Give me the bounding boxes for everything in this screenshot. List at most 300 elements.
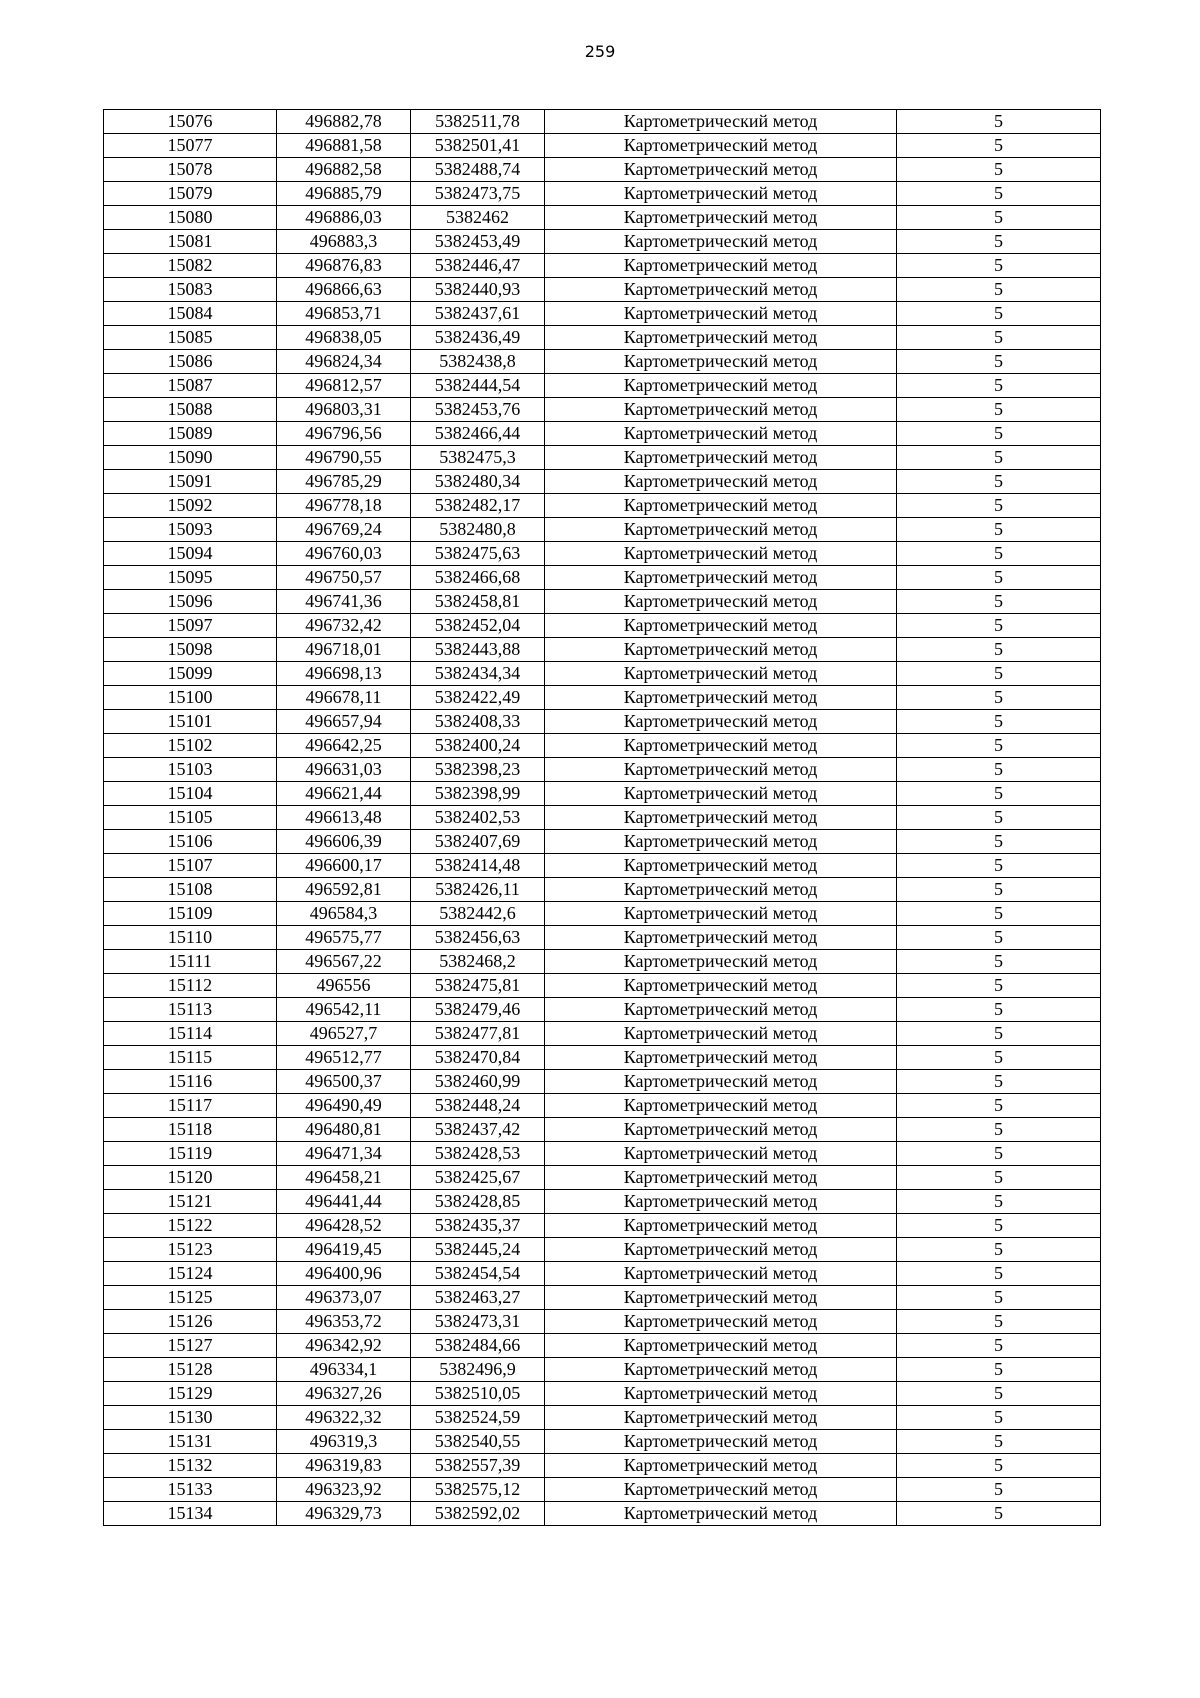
y-coordinate-cell: 5382428,85 <box>411 1190 545 1214</box>
method-cell: Картометрический метод <box>545 638 897 662</box>
precision-cell: 5 <box>897 1094 1101 1118</box>
point-number-cell: 15100 <box>104 686 277 710</box>
x-coordinate-cell: 496881,58 <box>277 134 411 158</box>
precision-cell: 5 <box>897 1142 1101 1166</box>
method-cell: Картометрический метод <box>545 1190 897 1214</box>
table-row <box>104 926 1101 950</box>
x-coordinate-cell: 496441,44 <box>277 1190 411 1214</box>
y-coordinate-cell: 5382452,04 <box>411 614 545 638</box>
method-cell: Картометрический метод <box>545 950 897 974</box>
precision-cell: 5 <box>897 1358 1101 1382</box>
y-coordinate-cell: 5382488,74 <box>411 158 545 182</box>
x-coordinate-cell: 496718,01 <box>277 638 411 662</box>
point-number-cell: 15078 <box>104 158 277 182</box>
table-row <box>104 1478 1101 1502</box>
y-coordinate-cell: 5382458,81 <box>411 590 545 614</box>
precision-cell: 5 <box>897 470 1101 494</box>
point-number-cell: 15076 <box>104 110 277 134</box>
x-coordinate-cell: 496657,94 <box>277 710 411 734</box>
point-number-cell: 15111 <box>104 950 277 974</box>
point-number-cell: 15121 <box>104 1190 277 1214</box>
table-row <box>104 782 1101 806</box>
precision-cell: 5 <box>897 926 1101 950</box>
table-row <box>104 830 1101 854</box>
table-row <box>104 662 1101 686</box>
point-number-cell: 15094 <box>104 542 277 566</box>
table-row <box>104 1286 1101 1310</box>
table-row <box>104 998 1101 1022</box>
method-cell: Картометрический метод <box>545 1334 897 1358</box>
x-coordinate-cell: 496353,72 <box>277 1310 411 1334</box>
method-cell: Картометрический метод <box>545 446 897 470</box>
precision-cell: 5 <box>897 1334 1101 1358</box>
point-number-cell: 15077 <box>104 134 277 158</box>
point-number-cell: 15125 <box>104 1286 277 1310</box>
precision-cell: 5 <box>897 1382 1101 1406</box>
table-row <box>104 1334 1101 1358</box>
x-coordinate-cell: 496790,55 <box>277 446 411 470</box>
point-number-cell: 15123 <box>104 1238 277 1262</box>
y-coordinate-cell: 5382437,61 <box>411 302 545 326</box>
precision-cell: 5 <box>897 974 1101 998</box>
method-cell: Картометрический метод <box>545 758 897 782</box>
x-coordinate-cell: 496400,96 <box>277 1262 411 1286</box>
y-coordinate-cell: 5382440,93 <box>411 278 545 302</box>
x-coordinate-cell: 496796,56 <box>277 422 411 446</box>
x-coordinate-cell: 496419,45 <box>277 1238 411 1262</box>
x-coordinate-cell: 496592,81 <box>277 878 411 902</box>
precision-cell: 5 <box>897 518 1101 542</box>
table-row <box>104 1214 1101 1238</box>
x-coordinate-cell: 496471,34 <box>277 1142 411 1166</box>
point-number-cell: 15102 <box>104 734 277 758</box>
y-coordinate-cell: 5382456,63 <box>411 926 545 950</box>
x-coordinate-cell: 496631,03 <box>277 758 411 782</box>
x-coordinate-cell: 496342,92 <box>277 1334 411 1358</box>
table-row <box>104 398 1101 422</box>
point-number-cell: 15081 <box>104 230 277 254</box>
precision-cell: 5 <box>897 998 1101 1022</box>
y-coordinate-cell: 5382426,11 <box>411 878 545 902</box>
precision-cell: 5 <box>897 1118 1101 1142</box>
x-coordinate-cell: 496527,7 <box>277 1022 411 1046</box>
method-cell: Картометрический метод <box>545 902 897 926</box>
table-row <box>104 446 1101 470</box>
y-coordinate-cell: 5382442,6 <box>411 902 545 926</box>
x-coordinate-cell: 496876,83 <box>277 254 411 278</box>
x-coordinate-cell: 496769,24 <box>277 518 411 542</box>
x-coordinate-cell: 496778,18 <box>277 494 411 518</box>
point-number-cell: 15115 <box>104 1046 277 1070</box>
point-number-cell: 15117 <box>104 1094 277 1118</box>
table-row <box>104 254 1101 278</box>
x-coordinate-cell: 496621,44 <box>277 782 411 806</box>
method-cell: Картометрический метод <box>545 710 897 734</box>
coordinates-table-body <box>104 110 1101 1526</box>
y-coordinate-cell: 5382425,67 <box>411 1166 545 1190</box>
method-cell: Картометрический метод <box>545 278 897 302</box>
method-cell: Картометрический метод <box>545 158 897 182</box>
y-coordinate-cell: 5382575,12 <box>411 1478 545 1502</box>
precision-cell: 5 <box>897 782 1101 806</box>
precision-cell: 5 <box>897 638 1101 662</box>
y-coordinate-cell: 5382460,99 <box>411 1070 545 1094</box>
y-coordinate-cell: 5382524,59 <box>411 1406 545 1430</box>
method-cell: Картометрический метод <box>545 926 897 950</box>
y-coordinate-cell: 5382484,66 <box>411 1334 545 1358</box>
method-cell: Картометрический метод <box>545 206 897 230</box>
precision-cell: 5 <box>897 1022 1101 1046</box>
precision-cell: 5 <box>897 398 1101 422</box>
precision-cell: 5 <box>897 1478 1101 1502</box>
method-cell: Картометрический метод <box>545 1214 897 1238</box>
method-cell: Картометрический метод <box>545 686 897 710</box>
method-cell: Картометрический метод <box>545 230 897 254</box>
precision-cell: 5 <box>897 758 1101 782</box>
coordinates-table <box>103 109 1101 1526</box>
point-number-cell: 15083 <box>104 278 277 302</box>
y-coordinate-cell: 5382454,54 <box>411 1262 545 1286</box>
method-cell: Картометрический метод <box>545 1166 897 1190</box>
method-cell: Картометрический метод <box>545 854 897 878</box>
x-coordinate-cell: 496319,3 <box>277 1430 411 1454</box>
method-cell: Картометрический метод <box>545 1262 897 1286</box>
y-coordinate-cell: 5382408,33 <box>411 710 545 734</box>
table-row <box>104 158 1101 182</box>
table-row <box>104 950 1101 974</box>
table-row <box>104 902 1101 926</box>
precision-cell: 5 <box>897 806 1101 830</box>
y-coordinate-cell: 5382398,23 <box>411 758 545 782</box>
y-coordinate-cell: 5382475,63 <box>411 542 545 566</box>
x-coordinate-cell: 496885,79 <box>277 182 411 206</box>
table-row <box>104 710 1101 734</box>
precision-cell: 5 <box>897 302 1101 326</box>
x-coordinate-cell: 496882,78 <box>277 110 411 134</box>
point-number-cell: 15132 <box>104 1454 277 1478</box>
table-row <box>104 878 1101 902</box>
y-coordinate-cell: 5382475,3 <box>411 446 545 470</box>
y-coordinate-cell: 5382482,17 <box>411 494 545 518</box>
table-row <box>104 350 1101 374</box>
y-coordinate-cell: 5382466,68 <box>411 566 545 590</box>
point-number-cell: 15085 <box>104 326 277 350</box>
point-number-cell: 15101 <box>104 710 277 734</box>
y-coordinate-cell: 5382445,24 <box>411 1238 545 1262</box>
precision-cell: 5 <box>897 1430 1101 1454</box>
y-coordinate-cell: 5382462 <box>411 206 545 230</box>
precision-cell: 5 <box>897 1502 1101 1526</box>
table-row <box>104 1190 1101 1214</box>
x-coordinate-cell: 496750,57 <box>277 566 411 590</box>
point-number-cell: 15096 <box>104 590 277 614</box>
method-cell: Картометрический метод <box>545 806 897 830</box>
x-coordinate-cell: 496323,92 <box>277 1478 411 1502</box>
point-number-cell: 15099 <box>104 662 277 686</box>
point-number-cell: 15118 <box>104 1118 277 1142</box>
y-coordinate-cell: 5382443,88 <box>411 638 545 662</box>
precision-cell: 5 <box>897 1454 1101 1478</box>
point-number-cell: 15106 <box>104 830 277 854</box>
precision-cell: 5 <box>897 1286 1101 1310</box>
method-cell: Картометрический метод <box>545 350 897 374</box>
point-number-cell: 15128 <box>104 1358 277 1382</box>
point-number-cell: 15109 <box>104 902 277 926</box>
precision-cell: 5 <box>897 350 1101 374</box>
point-number-cell: 15122 <box>104 1214 277 1238</box>
x-coordinate-cell: 496606,39 <box>277 830 411 854</box>
x-coordinate-cell: 496785,29 <box>277 470 411 494</box>
precision-cell: 5 <box>897 1046 1101 1070</box>
point-number-cell: 15134 <box>104 1502 277 1526</box>
table-row <box>104 590 1101 614</box>
precision-cell: 5 <box>897 590 1101 614</box>
method-cell: Картометрический метод <box>545 734 897 758</box>
table-row <box>104 470 1101 494</box>
table-row <box>104 494 1101 518</box>
table-row <box>104 1094 1101 1118</box>
x-coordinate-cell: 496600,17 <box>277 854 411 878</box>
table-row <box>104 518 1101 542</box>
y-coordinate-cell: 5382511,78 <box>411 110 545 134</box>
y-coordinate-cell: 5382435,37 <box>411 1214 545 1238</box>
method-cell: Картометрический метод <box>545 830 897 854</box>
y-coordinate-cell: 5382434,34 <box>411 662 545 686</box>
y-coordinate-cell: 5382453,49 <box>411 230 545 254</box>
x-coordinate-cell: 496886,03 <box>277 206 411 230</box>
table-row <box>104 1238 1101 1262</box>
point-number-cell: 15104 <box>104 782 277 806</box>
y-coordinate-cell: 5382470,84 <box>411 1046 545 1070</box>
precision-cell: 5 <box>897 1070 1101 1094</box>
precision-cell: 5 <box>897 830 1101 854</box>
table-row <box>104 1358 1101 1382</box>
precision-cell: 5 <box>897 734 1101 758</box>
point-number-cell: 15090 <box>104 446 277 470</box>
point-number-cell: 15119 <box>104 1142 277 1166</box>
y-coordinate-cell: 5382463,27 <box>411 1286 545 1310</box>
method-cell: Картометрический метод <box>545 1238 897 1262</box>
y-coordinate-cell: 5382480,8 <box>411 518 545 542</box>
y-coordinate-cell: 5382428,53 <box>411 1142 545 1166</box>
table-row <box>104 326 1101 350</box>
table-row <box>104 182 1101 206</box>
x-coordinate-cell: 496812,57 <box>277 374 411 398</box>
method-cell: Картометрический метод <box>545 1142 897 1166</box>
x-coordinate-cell: 496642,25 <box>277 734 411 758</box>
table-row <box>104 566 1101 590</box>
method-cell: Картометрический метод <box>545 494 897 518</box>
x-coordinate-cell: 496319,83 <box>277 1454 411 1478</box>
x-coordinate-cell: 496373,07 <box>277 1286 411 1310</box>
table-row <box>104 1310 1101 1334</box>
x-coordinate-cell: 496567,22 <box>277 950 411 974</box>
x-coordinate-cell: 496760,03 <box>277 542 411 566</box>
method-cell: Картометрический метод <box>545 590 897 614</box>
precision-cell: 5 <box>897 446 1101 470</box>
y-coordinate-cell: 5382468,2 <box>411 950 545 974</box>
x-coordinate-cell: 496556 <box>277 974 411 998</box>
point-number-cell: 15087 <box>104 374 277 398</box>
table-row <box>104 854 1101 878</box>
point-number-cell: 15110 <box>104 926 277 950</box>
table-row <box>104 302 1101 326</box>
point-number-cell: 15126 <box>104 1310 277 1334</box>
y-coordinate-cell: 5382477,81 <box>411 1022 545 1046</box>
point-number-cell: 15079 <box>104 182 277 206</box>
method-cell: Картометрический метод <box>545 1430 897 1454</box>
table-row <box>104 686 1101 710</box>
x-coordinate-cell: 496334,1 <box>277 1358 411 1382</box>
table-row <box>104 278 1101 302</box>
x-coordinate-cell: 496480,81 <box>277 1118 411 1142</box>
y-coordinate-cell: 5382479,46 <box>411 998 545 1022</box>
precision-cell: 5 <box>897 374 1101 398</box>
table-row <box>104 734 1101 758</box>
point-number-cell: 15091 <box>104 470 277 494</box>
table-row <box>104 1046 1101 1070</box>
table-row <box>104 110 1101 134</box>
precision-cell: 5 <box>897 902 1101 926</box>
table-row <box>104 542 1101 566</box>
y-coordinate-cell: 5382473,75 <box>411 182 545 206</box>
method-cell: Картометрический метод <box>545 542 897 566</box>
point-number-cell: 15129 <box>104 1382 277 1406</box>
x-coordinate-cell: 496327,26 <box>277 1382 411 1406</box>
precision-cell: 5 <box>897 1214 1101 1238</box>
method-cell: Картометрический метод <box>545 1118 897 1142</box>
method-cell: Картометрический метод <box>545 254 897 278</box>
y-coordinate-cell: 5382422,49 <box>411 686 545 710</box>
method-cell: Картометрический метод <box>545 182 897 206</box>
y-coordinate-cell: 5382446,47 <box>411 254 545 278</box>
precision-cell: 5 <box>897 134 1101 158</box>
precision-cell: 5 <box>897 686 1101 710</box>
y-coordinate-cell: 5382438,8 <box>411 350 545 374</box>
point-number-cell: 15088 <box>104 398 277 422</box>
point-number-cell: 15095 <box>104 566 277 590</box>
y-coordinate-cell: 5382496,9 <box>411 1358 545 1382</box>
table-row <box>104 1382 1101 1406</box>
method-cell: Картометрический метод <box>545 1286 897 1310</box>
point-number-cell: 15130 <box>104 1406 277 1430</box>
method-cell: Картометрический метод <box>545 1046 897 1070</box>
precision-cell: 5 <box>897 230 1101 254</box>
y-coordinate-cell: 5382473,31 <box>411 1310 545 1334</box>
x-coordinate-cell: 496490,49 <box>277 1094 411 1118</box>
y-coordinate-cell: 5382510,05 <box>411 1382 545 1406</box>
method-cell: Картометрический метод <box>545 1478 897 1502</box>
y-coordinate-cell: 5382466,44 <box>411 422 545 446</box>
point-number-cell: 15133 <box>104 1478 277 1502</box>
method-cell: Картометрический метод <box>545 518 897 542</box>
method-cell: Картометрический метод <box>545 326 897 350</box>
table-row <box>104 422 1101 446</box>
y-coordinate-cell: 5382540,55 <box>411 1430 545 1454</box>
table-row <box>104 1430 1101 1454</box>
y-coordinate-cell: 5382444,54 <box>411 374 545 398</box>
x-coordinate-cell: 496678,11 <box>277 686 411 710</box>
method-cell: Картометрический метод <box>545 1382 897 1406</box>
y-coordinate-cell: 5382480,34 <box>411 470 545 494</box>
y-coordinate-cell: 5382407,69 <box>411 830 545 854</box>
y-coordinate-cell: 5382453,76 <box>411 398 545 422</box>
table-row <box>104 1502 1101 1526</box>
table-row <box>104 1406 1101 1430</box>
precision-cell: 5 <box>897 542 1101 566</box>
precision-cell: 5 <box>897 1238 1101 1262</box>
method-cell: Картометрический метод <box>545 1094 897 1118</box>
point-number-cell: 15114 <box>104 1022 277 1046</box>
method-cell: Картометрический метод <box>545 422 897 446</box>
point-number-cell: 15103 <box>104 758 277 782</box>
y-coordinate-cell: 5382592,02 <box>411 1502 545 1526</box>
precision-cell: 5 <box>897 950 1101 974</box>
table-row <box>104 374 1101 398</box>
point-number-cell: 15092 <box>104 494 277 518</box>
x-coordinate-cell: 496741,36 <box>277 590 411 614</box>
x-coordinate-cell: 496322,32 <box>277 1406 411 1430</box>
method-cell: Картометрический метод <box>545 1502 897 1526</box>
precision-cell: 5 <box>897 614 1101 638</box>
point-number-cell: 15113 <box>104 998 277 1022</box>
y-coordinate-cell: 5382437,42 <box>411 1118 545 1142</box>
x-coordinate-cell: 496824,34 <box>277 350 411 374</box>
point-number-cell: 15093 <box>104 518 277 542</box>
x-coordinate-cell: 496512,77 <box>277 1046 411 1070</box>
table-row <box>104 206 1101 230</box>
y-coordinate-cell: 5382475,81 <box>411 974 545 998</box>
x-coordinate-cell: 496428,52 <box>277 1214 411 1238</box>
method-cell: Картометрический метод <box>545 782 897 806</box>
method-cell: Картометрический метод <box>545 1310 897 1334</box>
method-cell: Картометрический метод <box>545 374 897 398</box>
x-coordinate-cell: 496882,58 <box>277 158 411 182</box>
table-row <box>104 1142 1101 1166</box>
precision-cell: 5 <box>897 326 1101 350</box>
point-number-cell: 15116 <box>104 1070 277 1094</box>
y-coordinate-cell: 5382400,24 <box>411 734 545 758</box>
x-coordinate-cell: 496838,05 <box>277 326 411 350</box>
x-coordinate-cell: 496853,71 <box>277 302 411 326</box>
x-coordinate-cell: 496883,3 <box>277 230 411 254</box>
x-coordinate-cell: 496613,48 <box>277 806 411 830</box>
table-row <box>104 974 1101 998</box>
y-coordinate-cell: 5382398,99 <box>411 782 545 806</box>
precision-cell: 5 <box>897 662 1101 686</box>
precision-cell: 5 <box>897 158 1101 182</box>
table-row <box>104 806 1101 830</box>
table-row <box>104 1454 1101 1478</box>
precision-cell: 5 <box>897 1406 1101 1430</box>
method-cell: Картометрический метод <box>545 974 897 998</box>
method-cell: Картометрический метод <box>545 1022 897 1046</box>
precision-cell: 5 <box>897 710 1101 734</box>
method-cell: Картометрический метод <box>545 134 897 158</box>
x-coordinate-cell: 496458,21 <box>277 1166 411 1190</box>
table-row <box>104 1166 1101 1190</box>
point-number-cell: 15131 <box>104 1430 277 1454</box>
y-coordinate-cell: 5382402,53 <box>411 806 545 830</box>
x-coordinate-cell: 496698,13 <box>277 662 411 686</box>
x-coordinate-cell: 496584,3 <box>277 902 411 926</box>
method-cell: Картометрический метод <box>545 998 897 1022</box>
point-number-cell: 15108 <box>104 878 277 902</box>
table-row <box>104 758 1101 782</box>
point-number-cell: 15080 <box>104 206 277 230</box>
precision-cell: 5 <box>897 494 1101 518</box>
point-number-cell: 15127 <box>104 1334 277 1358</box>
